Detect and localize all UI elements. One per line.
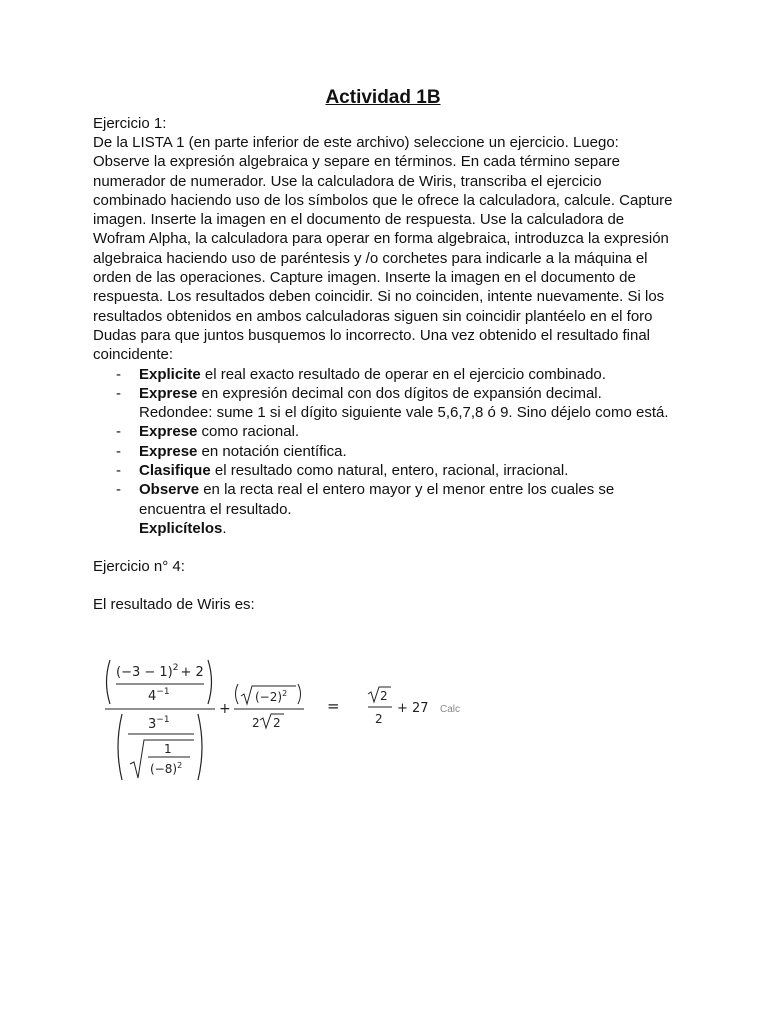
formula-n2: 3 bbox=[148, 717, 157, 732]
tail-text: . bbox=[222, 519, 227, 537]
formula-equals: = bbox=[327, 697, 340, 715]
paren-right bbox=[208, 660, 212, 704]
svg-text:(−8)2 bbox=[150, 761, 182, 776]
task-verb: Clasifique bbox=[139, 462, 211, 480]
formula-t2-inner-exp: 2 bbox=[282, 689, 288, 698]
formula-n2-exp: −1 bbox=[156, 715, 170, 725]
list-item bbox=[93, 365, 673, 384]
task-verb: Explicite bbox=[139, 365, 201, 383]
formula-root-den: (−8) bbox=[150, 762, 178, 776]
svg-text:(−3 − 1)2+ 2 bbox=[116, 663, 204, 680]
task-text: en expresión decimal con dos dígitos de expansión decimal. Redondee: sume 1 si el dígito siguiente vale 5,6,7,8 ó 9. Sino déjelo como está. bbox=[139, 384, 669, 422]
page-title: Actividad 1B bbox=[325, 87, 441, 108]
paren-left bbox=[107, 660, 111, 704]
task-verb: Exprese bbox=[139, 384, 198, 402]
paren-right-lower bbox=[198, 714, 202, 780]
formula-n1-exp: 2 bbox=[172, 663, 179, 673]
formula-res-rad: 2 bbox=[380, 689, 388, 703]
formula-d1: 4 bbox=[148, 689, 157, 704]
bullet-dash: - bbox=[116, 365, 121, 383]
task-text: el real exacto resultado de operar en el ejercicio combinado. bbox=[200, 365, 606, 383]
list-item bbox=[93, 422, 673, 441]
task-list bbox=[93, 365, 673, 519]
svg-text:4−1 bbox=[148, 687, 170, 704]
formula-t2-den-coef: 2 bbox=[252, 716, 260, 730]
calc-label: Calc bbox=[440, 704, 461, 715]
formula-t2-inner: (−2) bbox=[255, 690, 283, 704]
paren-left-2 bbox=[236, 684, 239, 704]
formula-d1-exp: −1 bbox=[156, 687, 170, 697]
formula-n1: (−3 − 1) bbox=[116, 665, 173, 680]
task-verb: Exprese bbox=[139, 423, 198, 441]
bullet-dash: - bbox=[116, 481, 121, 499]
svg-text:3−1 bbox=[148, 715, 170, 732]
task-text: en la recta real el entero mayor y el menor entre los cuales se encuentra el resultado. bbox=[139, 481, 615, 518]
formula-n1-tail: + 2 bbox=[180, 665, 204, 680]
bullet-dash: - bbox=[116, 384, 121, 402]
document-page bbox=[93, 86, 673, 614]
task-text: en notación científica. bbox=[197, 442, 347, 460]
task-verb: Observe bbox=[139, 481, 200, 499]
exercise4-label: Ejercicio n° 4: bbox=[93, 558, 185, 576]
formula-root-den-exp: 2 bbox=[177, 761, 183, 770]
task-text: el resultado como natural, entero, racional, irracional. bbox=[210, 462, 569, 480]
bullet-dash: - bbox=[116, 462, 121, 480]
list-tail bbox=[93, 519, 673, 538]
exercise1-paragraph: De la LISTA 1 (en parte inferior de este archivo) seleccione un ejercicio. Luego: Observe la expresión algebraica y separe en términos. En cada término separe numerador de numerador. Use la calculadora de Wiris, transcriba el ejercicio combinado haciendo uso de los símbolos que le ofrece la calculadora, calcule. Capture imagen. Inserte la imagen en el documento de respuesta. Use la calculadora de Wofram Alpha, la calculadora para operar en forma algebraica, introduzca la expresión algebraica haciendo uso de paréntesis y /o corchetes para indicarle a la máquina el orden de las operaciones. Capture imagen. Inserte la imagen en el documento de respuesta. Los resultados deben coincidir. Si no coinciden, intente nuevamente. Si los resultados obtenidos en ambos calculadoras siguen sin coincidir plantéelo en el foro Dudas para que juntos busquemos lo incorrecto. Una vez obtenido el resultado final coincidente: bbox=[93, 134, 673, 364]
formula-res-den: 2 bbox=[375, 712, 383, 726]
formula-root-num: 1 bbox=[164, 742, 172, 756]
tail-verb: Explicítelos bbox=[139, 519, 223, 537]
task-verb: Exprese bbox=[139, 442, 198, 460]
paren-left-lower bbox=[118, 714, 122, 780]
list-item bbox=[93, 480, 673, 519]
list-item bbox=[93, 384, 673, 423]
task-text: como racional. bbox=[197, 423, 300, 441]
wiris-intro: El resultado de Wiris es: bbox=[93, 596, 255, 614]
wiris-formula-image bbox=[100, 652, 480, 787]
bullet-dash: - bbox=[116, 442, 121, 460]
bullet-dash: - bbox=[116, 423, 121, 441]
svg-text:(−2)2 bbox=[255, 689, 287, 704]
formula-t2-den-rad: 2 bbox=[273, 716, 281, 730]
paren-right-2 bbox=[298, 684, 301, 704]
exercise1-label: Ejercicio 1: bbox=[93, 115, 167, 132]
formula-res-tail: + 27 bbox=[397, 701, 429, 716]
list-item bbox=[93, 442, 673, 461]
list-item bbox=[93, 461, 673, 480]
formula-plus: + bbox=[219, 701, 231, 717]
